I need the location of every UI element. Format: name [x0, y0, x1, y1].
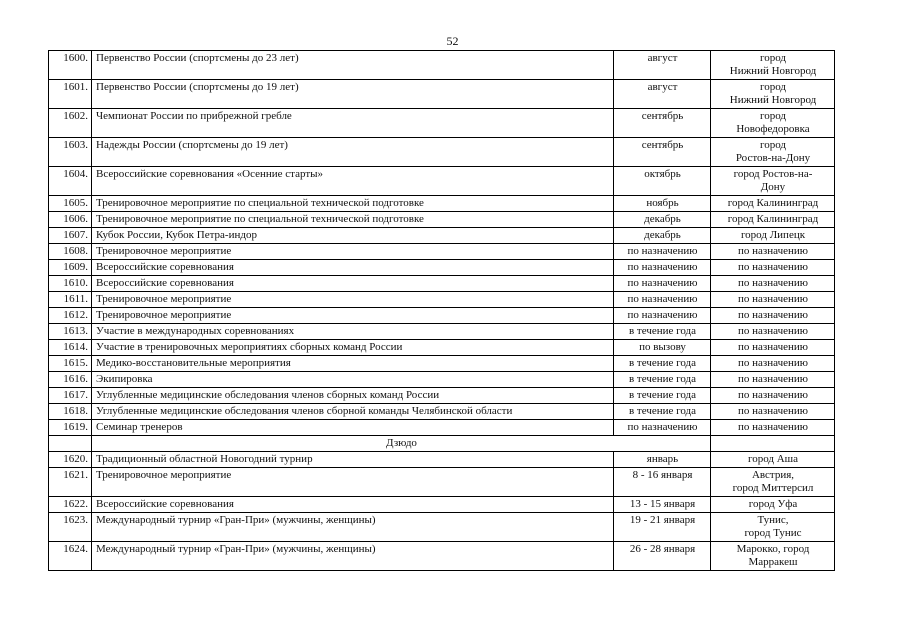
- row-number: 1624.: [49, 542, 92, 571]
- event-name: Тренировочное мероприятие: [92, 468, 614, 497]
- event-date: август: [614, 80, 711, 109]
- event-date: ноябрь: [614, 196, 711, 212]
- event-name: Всероссийские соревнования «Осенние старты»: [92, 167, 614, 196]
- row-number: 1617.: [49, 388, 92, 404]
- event-date: по назначению: [614, 276, 711, 292]
- row-number: 1602.: [49, 109, 92, 138]
- table-row: [49, 212, 835, 228]
- row-number: 1608.: [49, 244, 92, 260]
- event-date: в течение года: [614, 388, 711, 404]
- table-row: [49, 260, 835, 276]
- row-number: 1610.: [49, 276, 92, 292]
- event-name: Тренировочное мероприятие: [92, 292, 614, 308]
- event-place: Марокко, город Марракеш: [711, 542, 835, 571]
- event-name: Чемпионат России по прибрежной гребле: [92, 109, 614, 138]
- event-place: город Новофедоровка: [711, 109, 835, 138]
- event-name: Традиционный областной Новогодний турнир: [92, 452, 614, 468]
- event-date: январь: [614, 452, 711, 468]
- event-place: по назначению: [711, 372, 835, 388]
- event-place: город Калининград: [711, 196, 835, 212]
- table-row: [49, 228, 835, 244]
- table-row: [49, 196, 835, 212]
- events-table-body: [49, 51, 835, 571]
- event-place: по назначению: [711, 260, 835, 276]
- event-name: Углубленные медицинские обследования членов сборных команд России: [92, 388, 614, 404]
- event-name: Первенство России (спортсмены до 23 лет): [92, 51, 614, 80]
- event-date: сентябрь: [614, 138, 711, 167]
- row-number: 1605.: [49, 196, 92, 212]
- event-place: город Уфа: [711, 497, 835, 513]
- event-place: город Липецк: [711, 228, 835, 244]
- event-name: Тренировочное мероприятие: [92, 308, 614, 324]
- table-row: [49, 138, 835, 167]
- row-number: 1614.: [49, 340, 92, 356]
- event-place: по назначению: [711, 324, 835, 340]
- row-number: 1620.: [49, 452, 92, 468]
- event-date: 26 - 28 января: [614, 542, 711, 571]
- event-place: по назначению: [711, 388, 835, 404]
- event-name: Всероссийские соревнования: [92, 276, 614, 292]
- table-row: [49, 109, 835, 138]
- event-date: по назначению: [614, 420, 711, 436]
- event-name: Углубленные медицинские обследования членов сборной команды Челябинской области: [92, 404, 614, 420]
- event-name: Тренировочное мероприятие: [92, 244, 614, 260]
- event-place: город Аша: [711, 452, 835, 468]
- table-row: [49, 340, 835, 356]
- event-name: Экипировка: [92, 372, 614, 388]
- event-place: по назначению: [711, 404, 835, 420]
- row-number: 1622.: [49, 497, 92, 513]
- table-row: [49, 80, 835, 109]
- event-name: Международный турнир «Гран-При» (мужчины, женщины): [92, 542, 614, 571]
- event-place: город Ростов-на-Дону: [711, 138, 835, 167]
- table-row: [49, 356, 835, 372]
- event-place: по назначению: [711, 276, 835, 292]
- row-number: 1618.: [49, 404, 92, 420]
- event-place: город Нижний Новгород: [711, 51, 835, 80]
- table-row: [49, 372, 835, 388]
- row-number: 1606.: [49, 212, 92, 228]
- table-row: [49, 51, 835, 80]
- event-date: по назначению: [614, 308, 711, 324]
- event-date: по назначению: [614, 292, 711, 308]
- event-place: по назначению: [711, 308, 835, 324]
- table-row: [49, 542, 835, 571]
- row-number: 1615.: [49, 356, 92, 372]
- event-name: Участие в тренировочных мероприятиях сборных команд России: [92, 340, 614, 356]
- row-number: 1609.: [49, 260, 92, 276]
- event-date: декабрь: [614, 228, 711, 244]
- table-row: [49, 404, 835, 420]
- event-name: Тренировочное мероприятие по специальной технической подготовке: [92, 196, 614, 212]
- row-number: 1600.: [49, 51, 92, 80]
- event-place: город Нижний Новгород: [711, 80, 835, 109]
- event-date: в течение года: [614, 356, 711, 372]
- row-number: 1604.: [49, 167, 92, 196]
- row-number: 1603.: [49, 138, 92, 167]
- event-place: по назначению: [711, 292, 835, 308]
- row-number: 1612.: [49, 308, 92, 324]
- section-spacer: [49, 436, 92, 452]
- table-row: [49, 167, 835, 196]
- event-date: по назначению: [614, 260, 711, 276]
- row-number: 1621.: [49, 468, 92, 497]
- event-name: Всероссийские соревнования: [92, 260, 614, 276]
- event-place: по назначению: [711, 356, 835, 372]
- section-row: [49, 436, 835, 452]
- table-row: [49, 468, 835, 497]
- event-name: Участие в международных соревнованиях: [92, 324, 614, 340]
- event-place: Австрия, город Миттерсил: [711, 468, 835, 497]
- table-row: [49, 452, 835, 468]
- event-place: Тунис, город Тунис: [711, 513, 835, 542]
- table-row: [49, 276, 835, 292]
- page-number: 52: [446, 34, 459, 48]
- section-spacer: [711, 436, 835, 452]
- event-place: по назначению: [711, 340, 835, 356]
- event-date: август: [614, 51, 711, 80]
- event-name: Семинар тренеров: [92, 420, 614, 436]
- table-row: [49, 420, 835, 436]
- event-date: 13 - 15 января: [614, 497, 711, 513]
- row-number: 1611.: [49, 292, 92, 308]
- row-number: 1607.: [49, 228, 92, 244]
- row-number: 1619.: [49, 420, 92, 436]
- event-name: Первенство России (спортсмены до 19 лет): [92, 80, 614, 109]
- row-number: 1613.: [49, 324, 92, 340]
- event-place: по назначению: [711, 244, 835, 260]
- row-number: 1623.: [49, 513, 92, 542]
- table-row: [49, 388, 835, 404]
- event-date: по назначению: [614, 244, 711, 260]
- row-number: 1616.: [49, 372, 92, 388]
- event-place: город Ростов-на- Дону: [711, 167, 835, 196]
- table-row: [49, 244, 835, 260]
- event-date: декабрь: [614, 212, 711, 228]
- event-name: Медико-восстановительные мероприятия: [92, 356, 614, 372]
- event-place: город Калининград: [711, 212, 835, 228]
- event-name: Всероссийские соревнования: [92, 497, 614, 513]
- event-name: Тренировочное мероприятие по специальной технической подготовке: [92, 212, 614, 228]
- event-date: 8 - 16 января: [614, 468, 711, 497]
- event-date: октябрь: [614, 167, 711, 196]
- event-date: в течение года: [614, 372, 711, 388]
- table-row: [49, 324, 835, 340]
- event-date: 19 - 21 января: [614, 513, 711, 542]
- event-name: Международный турнир «Гран-При» (мужчины, женщины): [92, 513, 614, 542]
- table-row: [49, 513, 835, 542]
- event-date: сентябрь: [614, 109, 711, 138]
- event-date: по вызову: [614, 340, 711, 356]
- row-number: 1601.: [49, 80, 92, 109]
- event-date: в течение года: [614, 404, 711, 420]
- event-place: по назначению: [711, 420, 835, 436]
- event-name: Кубок России, Кубок Петра-индор: [92, 228, 614, 244]
- table-row: [49, 292, 835, 308]
- events-table: [48, 50, 835, 571]
- table-row: [49, 497, 835, 513]
- table-row: [49, 308, 835, 324]
- event-date: в течение года: [614, 324, 711, 340]
- event-name: Надежды России (спортсмены до 19 лет): [92, 138, 614, 167]
- section-heading: Дзюдо: [92, 436, 711, 452]
